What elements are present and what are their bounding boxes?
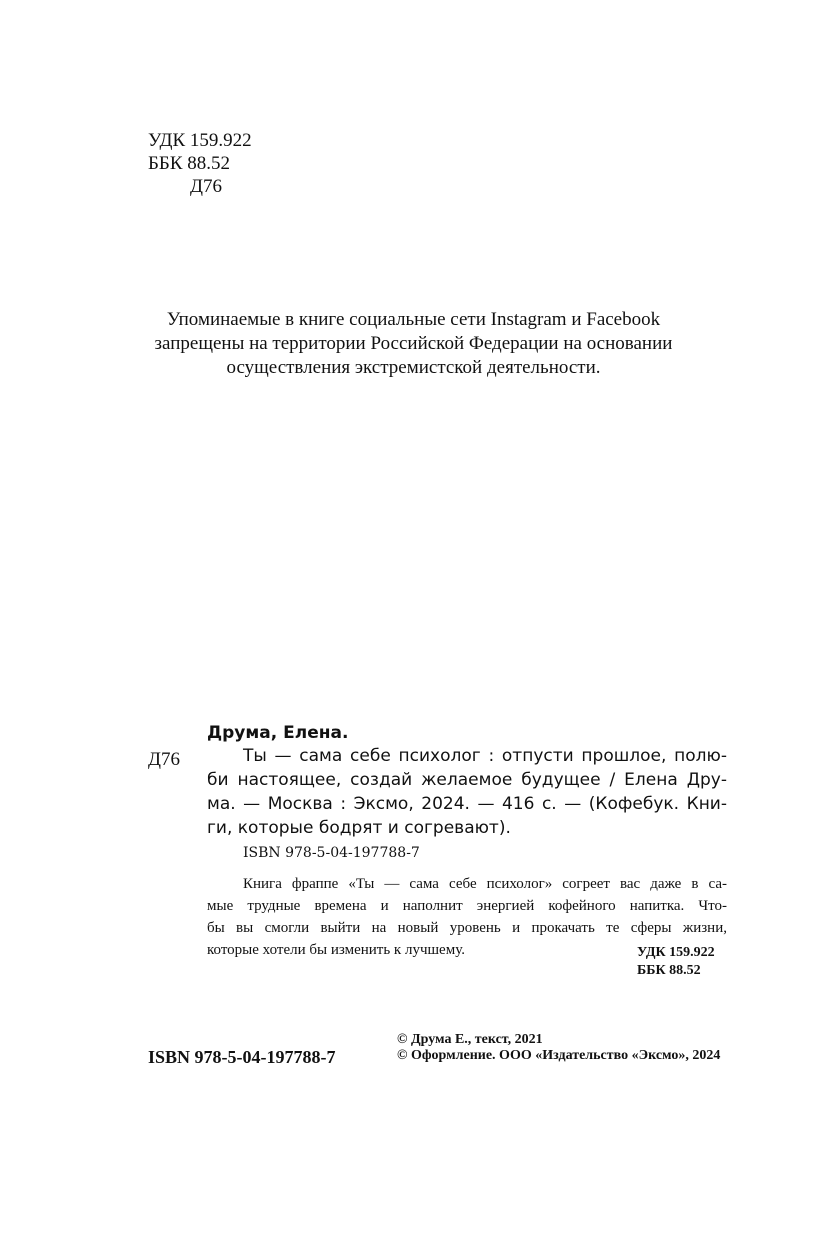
catalog-heading: Друма, Елена. (207, 723, 349, 743)
top-author-sign: Д76 (190, 176, 222, 197)
catalog-description (207, 744, 727, 840)
annotation-line-4: которые хотели бы изменить к лучшему. (207, 942, 465, 958)
top-bbk: ББК 88.52 (148, 153, 230, 174)
description-line-3: ма. — Москва : Эксмо, 2024. — 416 с. — (Кофебук. Кни- (207, 794, 727, 814)
footer-copyright-design: © Оформление. ООО «Издательство «Эксмо», 2024 (397, 1048, 721, 1063)
description-line-2: би настоящее, создай желаемое будущее / Елена Дру- (207, 770, 727, 790)
footer-copyright-text: © Друма Е., текст, 2021 (397, 1032, 543, 1047)
catalog-bbk: ББК 88.52 (637, 963, 701, 978)
catalog-isbn: ISBN 978-5-04-197788-7 (243, 845, 420, 861)
notice-line-3: осуществления экстремистской деятельности. (226, 357, 601, 378)
notice-line-1: Упоминаемые в книге социальные сети Instagram и Facebook (166, 309, 661, 330)
annotation-line-2: мые трудные времена и наполнит энергией кофейного напитка. Что- (207, 898, 727, 914)
top-udk: УДК 159.922 (148, 130, 252, 151)
notice-line-2: запрещены на территории Российской Федерации на основании (154, 333, 673, 354)
description-line-1: Ты — сама себе психолог : отпусти прошлое, полю- (243, 746, 727, 766)
footer-isbn: ISBN 978-5-04-197788-7 (148, 1047, 336, 1067)
catalog-author-sign: Д76 (148, 749, 180, 770)
annotation-line-3: бы вы смогли выйти на новый уровень и прокачать те сферы жизни, (207, 920, 727, 936)
description-line-4: ги, которые бодрят и согревают). (207, 818, 511, 838)
annotation-line-1: Книга фраппе «Ты — сама себе психолог» согреет вас даже в са- (243, 876, 727, 892)
catalog-udk: УДК 159.922 (637, 945, 715, 960)
